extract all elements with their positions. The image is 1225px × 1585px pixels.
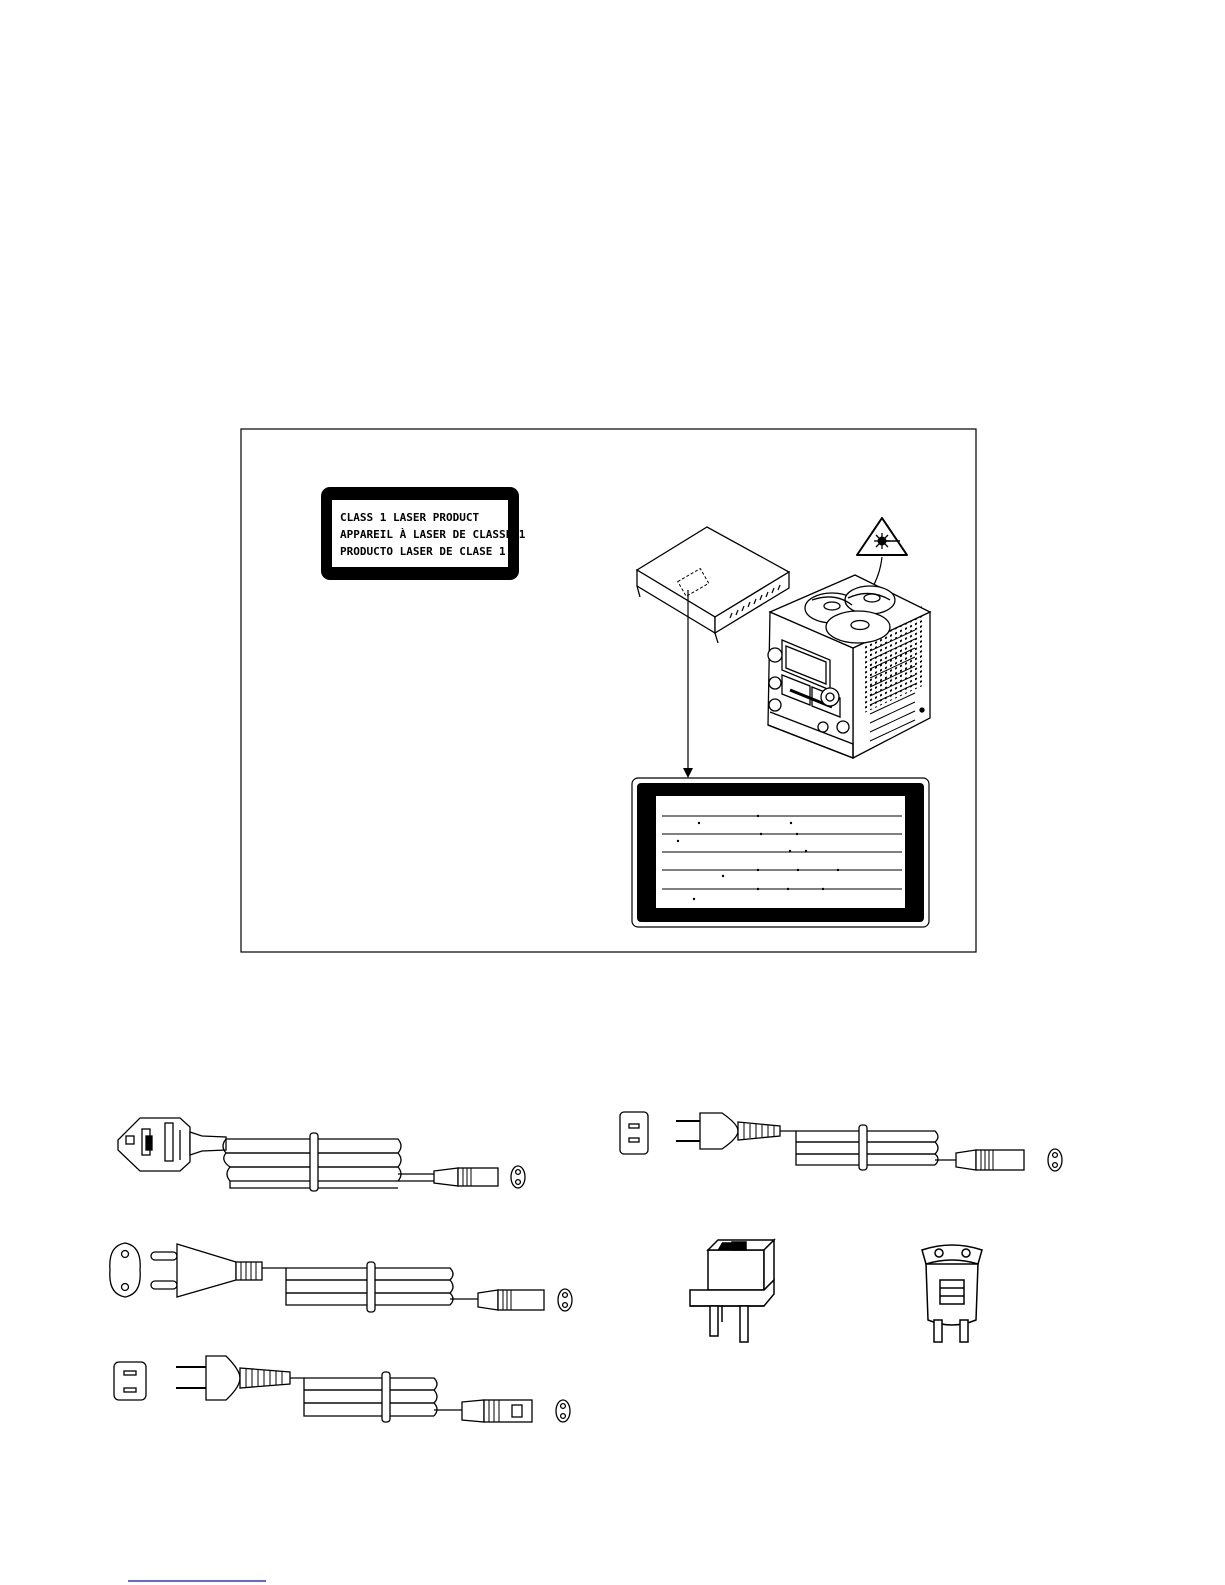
us-plug-icon [176,1356,290,1400]
uk-power-cord [118,1118,525,1191]
figure-8-connector-icon-3 [556,1400,570,1422]
top-cover-panel [637,527,789,643]
laser-label-line1: CLASS 1 LASER PRODUCT [340,511,480,524]
uk-plug-icon [118,1118,226,1171]
us-plug-face-icon [114,1362,146,1400]
figure-8-connector-icon-4 [1048,1149,1062,1171]
plug-adaptor-flat [690,1240,774,1342]
eu-plug-face-icon [110,1243,140,1297]
figure-8-connector-icon [511,1166,525,1188]
us-plug-face-icon-2 [620,1112,648,1154]
us-power-cord-flat [620,1112,1062,1171]
figure-8-connector-icon-2 [558,1289,572,1311]
eu-power-cord [110,1243,572,1312]
us-power-cord-ribbed [114,1356,570,1422]
arrow-head [683,768,693,778]
rear-warning-label [632,778,929,927]
plug-adaptor-round [922,1245,982,1342]
laser-label-line3: PRODUCTO LASER DE CLASE 1 [340,545,506,558]
stereo-unit-drawing [768,575,930,758]
laser-label-line2: APPAREIL À LASER DE CLASSE 1 [340,528,526,541]
class1-laser-label [321,487,526,580]
us-plug-icon-2 [676,1113,780,1149]
eu-plug-icon [151,1244,262,1297]
